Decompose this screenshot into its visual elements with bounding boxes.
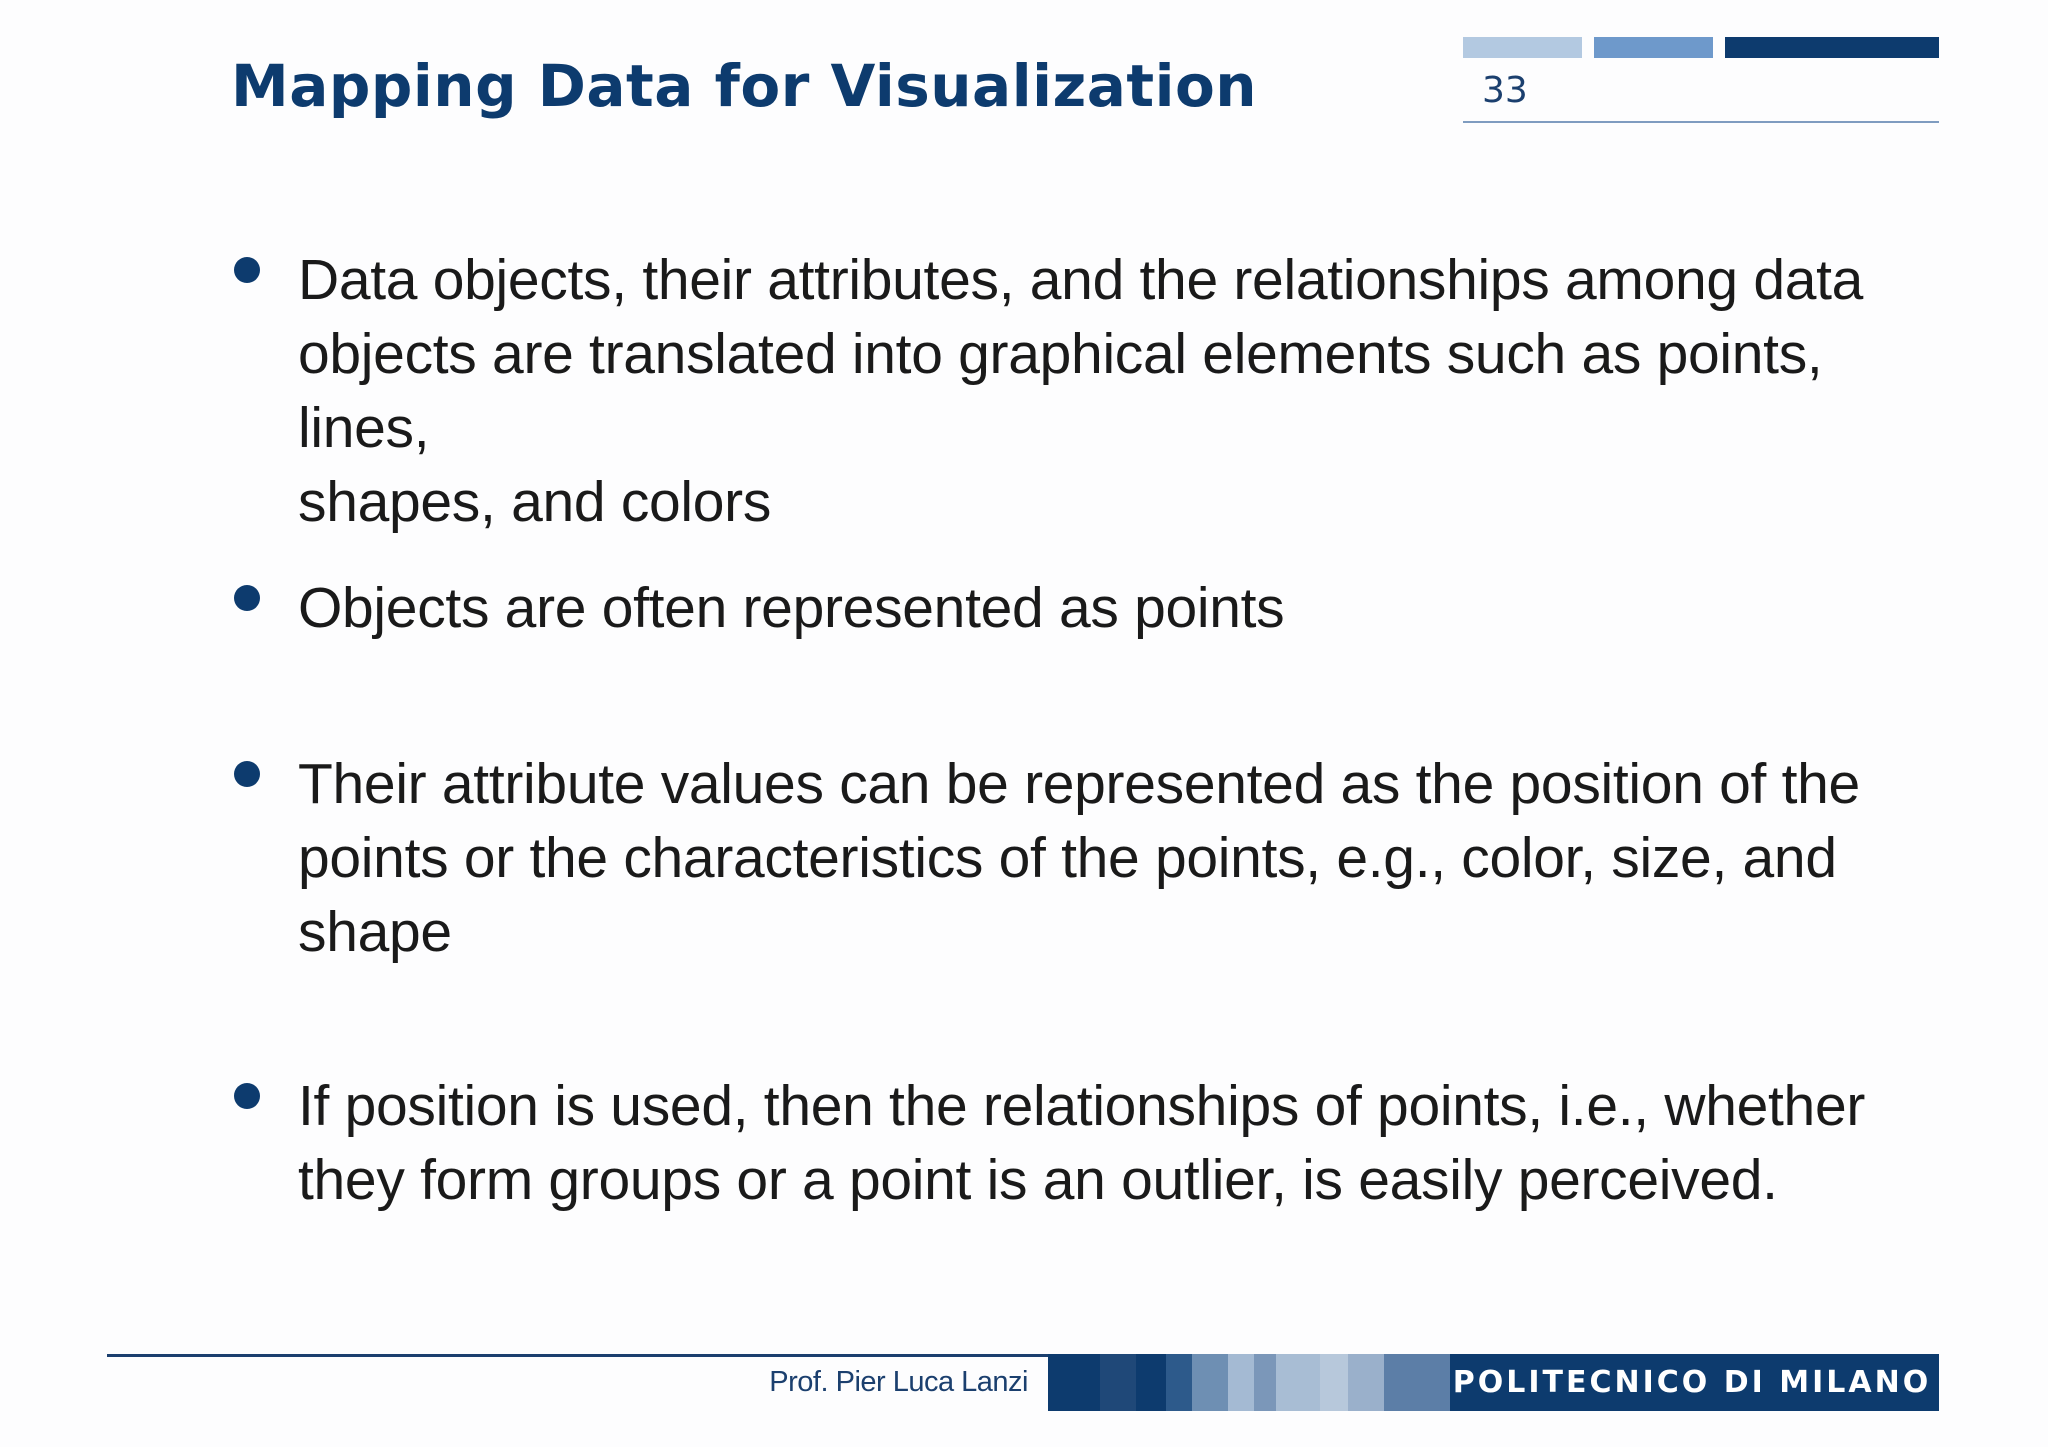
footer-band-segment bbox=[1384, 1354, 1450, 1411]
footer-band-segment bbox=[1276, 1354, 1320, 1411]
footer-band-segment bbox=[1136, 1354, 1166, 1411]
institution-logo-text: POLITECNICO DI MILANO bbox=[1452, 1365, 1932, 1400]
footer-band-segment bbox=[1348, 1354, 1384, 1411]
footer-band-segment bbox=[1228, 1354, 1254, 1411]
header-bar-light bbox=[1463, 37, 1582, 58]
bullet-dot-icon bbox=[234, 585, 260, 611]
header-bar-mid bbox=[1594, 37, 1713, 58]
footer-band-segment bbox=[1320, 1354, 1348, 1411]
footer-rule bbox=[107, 1354, 1048, 1357]
footer-band-segment bbox=[1048, 1354, 1100, 1411]
header-rule bbox=[1463, 121, 1939, 123]
bullet-text: If position is used, then the relationships of points, i.e., whether they form groups or a point is an outlier, is easily perceived. bbox=[298, 1074, 1866, 1212]
header-bar-dark bbox=[1725, 37, 1939, 58]
bullet-dot-icon bbox=[234, 1083, 260, 1109]
slide-title: Mapping Data for Visualization bbox=[231, 52, 1258, 120]
footer-band-segment bbox=[1100, 1354, 1136, 1411]
page-number: 33 bbox=[1482, 70, 1528, 111]
footer-band-segment bbox=[1166, 1354, 1192, 1411]
bullet-text: Data objects, their attributes, and the relationships among data objects are translated into graphical elements such as points, lines, shapes, and colors bbox=[298, 248, 1864, 534]
bullet-dot-icon bbox=[234, 257, 260, 283]
bullet-text: Objects are often represented as points bbox=[298, 576, 1285, 640]
footer-band-segment bbox=[1254, 1354, 1276, 1411]
footer-band-segment bbox=[1192, 1354, 1228, 1411]
bullet-text: Their attribute values can be represented as the position of the points or the characteristics of the points, e.g., color, size, and shape bbox=[298, 752, 1860, 964]
bullet-dot-icon bbox=[234, 761, 260, 787]
footer-author: Prof. Pier Luca Lanzi bbox=[769, 1366, 1028, 1398]
